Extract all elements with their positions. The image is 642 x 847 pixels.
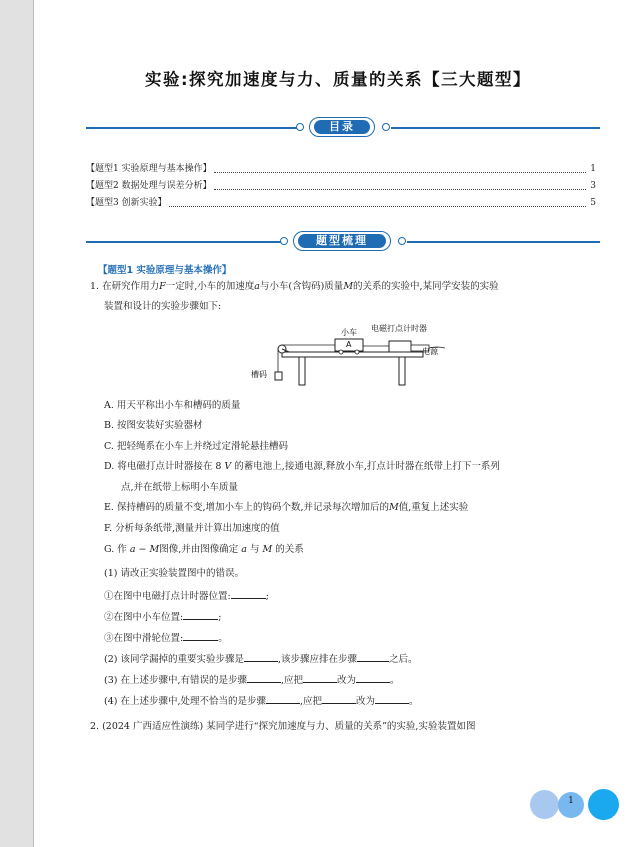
answer-blank[interactable] bbox=[357, 651, 389, 662]
figure-label-power: 电源 bbox=[422, 347, 438, 356]
var-v: V bbox=[224, 461, 232, 472]
answer-blank[interactable] bbox=[356, 672, 390, 683]
toc-item-label: 【题型3 创新实验】 bbox=[86, 197, 167, 208]
page-number-badge bbox=[530, 789, 625, 821]
toc-rule-left bbox=[86, 127, 298, 129]
toc-rule-right bbox=[391, 127, 600, 129]
page-circle-right bbox=[588, 789, 619, 820]
sub-question-1-3: ③在图中滑轮位置: 。 bbox=[104, 630, 228, 645]
page-number: 1 bbox=[568, 796, 574, 806]
left-margin-bar bbox=[0, 0, 33, 847]
toc-item-page: 3 bbox=[590, 180, 596, 191]
answer-blank[interactable] bbox=[183, 609, 218, 620]
answer-blank[interactable] bbox=[303, 672, 337, 683]
toc-rule-dot-left bbox=[296, 123, 304, 131]
toc-leader-dots bbox=[214, 164, 586, 173]
step-c: C. 把轻绳系在小车上并绕过定滑轮悬挂槽码 bbox=[104, 441, 288, 452]
toc-heading-bar bbox=[86, 116, 600, 140]
apparatus-figure bbox=[249, 322, 449, 388]
q1-intro: 1. 在研究作用力F一定时,小车的加速度a与小车(含钩码)质量M的关系的实验中,某同学安装的实验 bbox=[90, 281, 499, 292]
category-title: 【题型1 实验原理与基本操作】 bbox=[98, 265, 232, 276]
section-rule-left bbox=[86, 241, 282, 243]
document-page bbox=[34, 0, 642, 847]
page-title: 实验:探究加速度与力、质量的关系【三大题型】 bbox=[144, 70, 532, 89]
sub-question-3: (3) 在上述步骤中,有错误的是步骤 ,应把 改为 。 bbox=[104, 672, 400, 687]
sub-question-1-1: ①在图中电磁打点计时器位置: ; bbox=[104, 588, 269, 603]
step-b: B. 按图安装好实验器材 bbox=[104, 420, 203, 431]
sub-question-4: (4) 在上述步骤中,处理不恰当的是步骤 ,应把 改为 。 bbox=[104, 693, 419, 708]
var-m: M bbox=[389, 502, 399, 513]
question-2: 2. (2024 广西适应性演练) 某同学进行“探究加速度与力、质量的关系”的实验,实验装置如图 bbox=[90, 721, 476, 732]
section-rule-right bbox=[407, 241, 600, 243]
toc-item-label: 【题型1 实验原理与基本操作】 bbox=[86, 163, 212, 174]
toc-leader-dots bbox=[214, 181, 586, 190]
toc-rule-dot-right bbox=[382, 123, 390, 131]
toc-item-2[interactable] bbox=[86, 177, 596, 194]
answer-blank[interactable] bbox=[322, 693, 356, 704]
answer-blank[interactable] bbox=[266, 693, 300, 704]
figure-label-weight: 槽码 bbox=[251, 370, 267, 379]
toc-item-1[interactable] bbox=[86, 160, 596, 177]
var-f: F bbox=[159, 281, 166, 292]
step-e: E. 保持槽码的质量不变,增加小车上的钩码个数,并记录每次增加后的M值,重复上述实验 bbox=[104, 502, 469, 513]
answer-blank[interactable] bbox=[183, 630, 218, 641]
answer-blank[interactable] bbox=[244, 651, 278, 662]
sub-question-2: (2) 该同学漏掉的重要实验步骤是 ,该步骤应排在步骤 之后。 bbox=[104, 651, 418, 666]
var-a: a bbox=[254, 281, 260, 292]
toc-item-label: 【题型2 数据处理与误差分析】 bbox=[86, 180, 212, 191]
section-rule-dot-left bbox=[280, 237, 288, 245]
toc-heading-badge bbox=[309, 117, 375, 137]
figure-label-car: 小车 bbox=[341, 328, 357, 337]
section-rule-dot-right bbox=[398, 237, 406, 245]
q1-intro-line2: 装置和设计的实验步骤如下: bbox=[104, 301, 222, 312]
step-f: F. 分析每条纸带,测量并计算出加速度的值 bbox=[104, 523, 280, 534]
toc-leader-dots bbox=[169, 198, 586, 207]
step-a: A. 用天平称出小车和槽码的质量 bbox=[104, 400, 241, 411]
step-d: D. 将电磁打点计时器接在 8 V 的蓄电池上,接通电源,释放小车,打点计时器在纸带上打下一系列 bbox=[104, 461, 500, 472]
section-heading-badge bbox=[293, 231, 391, 251]
toc-item-3[interactable] bbox=[86, 194, 596, 211]
page-circle-left bbox=[530, 790, 559, 819]
answer-blank[interactable] bbox=[375, 693, 409, 704]
table-of-contents bbox=[86, 160, 596, 211]
answer-blank[interactable] bbox=[247, 672, 281, 683]
toc-item-page: 5 bbox=[590, 197, 596, 208]
answer-blank[interactable] bbox=[231, 588, 266, 599]
figure-label-a: A bbox=[346, 340, 352, 349]
sub-question-1-2: ②在图中小车位置: ; bbox=[104, 609, 221, 624]
sub-question-1: (1) 请改正实验装置图中的错误。 bbox=[104, 568, 244, 579]
section-heading-bar bbox=[86, 230, 600, 254]
toc-heading-label: 目录 bbox=[314, 120, 370, 134]
section-heading-label: 题型梳理 bbox=[298, 234, 386, 248]
figure-label-timer: 电磁打点计时器 bbox=[371, 324, 427, 333]
step-g: G. 作 a − M图像,并由图像确定 a 与 M 的关系 bbox=[104, 544, 304, 555]
var-m: M bbox=[343, 281, 354, 292]
step-d-line2: 点,并在纸带上标明小车质量 bbox=[121, 482, 239, 493]
toc-item-page: 1 bbox=[590, 163, 596, 174]
